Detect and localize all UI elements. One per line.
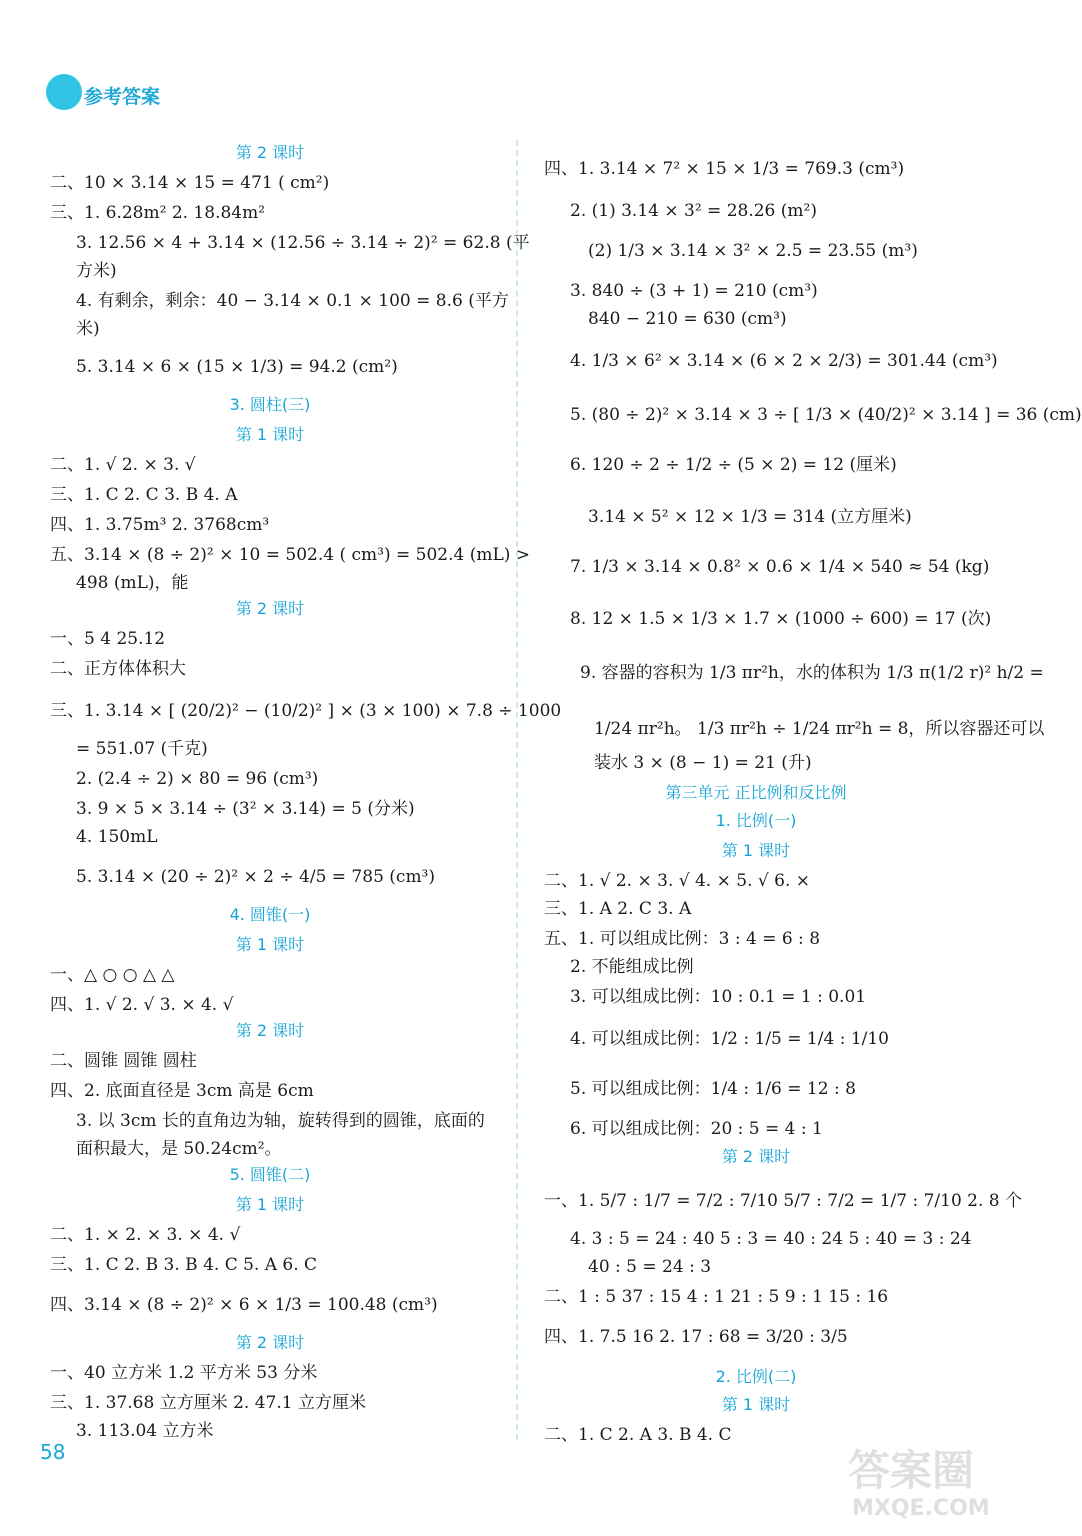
answer-line: 四、1. 3.75m³ 2. 3768cm³ [50, 515, 270, 535]
section-heading: 第 1 课时 [235, 1195, 305, 1214]
page-number: 58 [40, 1440, 66, 1464]
answer-line: 498 (mL)，能 [76, 573, 189, 593]
section-heading: 5. 圆锥(二) [229, 1165, 311, 1184]
answer-line: (2) 1/3 × 3.14 × 3² × 2.5 = 23.55 (m³) [588, 241, 918, 261]
header-badge-icon [46, 74, 82, 110]
answer-line: 2. 不能组成比例 [570, 957, 694, 977]
answer-line: 五、3.14 × (8 ÷ 2)² × 10 = 502.4 ( cm³) = 502.4 (mL) > [50, 545, 531, 565]
answer-line: 3. 113.04 立方米 [76, 1421, 214, 1441]
answer-line: 3.14 × 5² × 12 × 1/3 = 314 (立方厘米) [588, 507, 912, 527]
answer-line: 二、圆锥 圆锥 圆柱 [50, 1051, 197, 1071]
answer-line: 840 − 210 = 630 (cm³) [588, 309, 787, 329]
answer-line: 二、1. √ 2. × 3. √ [50, 455, 196, 475]
section-heading: 4. 圆锥(一) [229, 905, 311, 924]
column-divider [516, 140, 518, 1440]
section-heading: 第 2 课时 [235, 599, 305, 618]
answer-line: 三、1. 37.68 立方厘米 2. 47.1 立方厘米 [50, 1393, 366, 1413]
answer-line: 5. 3.14 × 6 × (15 × 1/3) = 94.2 (cm²) [76, 357, 398, 377]
section-heading: 第 2 课时 [235, 1021, 305, 1040]
section-heading: 2. 比例(二) [715, 1367, 797, 1386]
section-heading: 第 1 课时 [721, 841, 791, 860]
answer-line: 二、10 × 3.14 × 15 = 471 ( cm²) [50, 173, 330, 193]
answer-line: 4. 3 : 5 = 24 : 40 5 : 3 = 40 : 24 5 : 40 = 3 : 24 [570, 1229, 972, 1249]
answer-line: 面积最大，是 50.24cm²。 [76, 1139, 282, 1159]
answer-line: 3. 可以组成比例：10 : 0.1 = 1 : 0.01 [570, 987, 867, 1007]
answer-line: 一、40 立方米 1.2 平方米 53 分米 [50, 1363, 318, 1383]
answer-line: 3. 840 ÷ (3 + 1) = 210 (cm³) [570, 281, 818, 301]
answer-line: 三、1. C 2. C 3. B 4. A [50, 485, 238, 505]
answer-line: 二、1. √ 2. × 3. √ 4. × 5. √ 6. × [544, 871, 810, 891]
answer-line: 4. 1/3 × 6² × 3.14 × (6 × 2 × 2/3) = 301.44 (cm³) [570, 351, 998, 371]
answer-line: 2. (1) 3.14 × 3² = 28.26 (m²) [570, 201, 817, 221]
section-heading: 1. 比例(一) [715, 811, 797, 830]
section-heading: 第 1 课时 [721, 1395, 791, 1414]
answer-line: 二、1. × 2. × 3. × 4. √ [50, 1225, 241, 1245]
answer-line: 方米) [76, 261, 117, 281]
section-heading: 3. 圆柱(三) [229, 395, 311, 414]
answer-line: 四、3.14 × (8 ÷ 2)² × 6 × 1/3 = 100.48 (cm³) [50, 1295, 438, 1315]
section-heading: 第 2 课时 [721, 1147, 791, 1166]
answer-line: 一、5 4 25.12 [50, 629, 166, 649]
answer-line: 米) [76, 319, 100, 339]
answer-line: 6. 可以组成比例：20 : 5 = 4 : 1 [570, 1119, 823, 1139]
answer-line: 4. 可以组成比例：1/2 : 1/5 = 1/4 : 1/10 [570, 1029, 889, 1049]
answer-line: 三、1. C 2. B 3. B 4. C 5. A 6. C [50, 1255, 318, 1275]
section-heading: 第三单元 正比例和反比例 [665, 783, 847, 802]
answer-line: 三、1. A 2. C 3. A [544, 899, 692, 919]
answer-line: 三、1. 3.14 × [ (20/2)² − (10/2)² ] × (3 × 100) × 7.8 ÷ 1000 [50, 701, 562, 721]
answer-line: 3. 9 × 5 × 3.14 ÷ (3² × 3.14) = 5 (分米) [76, 799, 415, 819]
answer-line: 四、1. 7.5 16 2. 17 : 68 = 3/20 : 3/5 [544, 1327, 848, 1347]
watermark-url: MXQE.COM [852, 1496, 990, 1521]
section-heading: 第 1 课时 [235, 425, 305, 444]
watermark-text: 答案圈 [848, 1446, 975, 1495]
answer-line: 五、1. 可以组成比例：3 : 4 = 6 : 8 [544, 929, 821, 949]
answer-line: 7. 1/3 × 3.14 × 0.8² × 0.6 × 1/4 × 540 ≈ 54 (kg) [570, 557, 990, 577]
answer-line: 装水 3 × (8 − 1) = 21 (升) [594, 753, 812, 773]
answer-line: 3. 12.56 × 4 + 3.14 × (12.56 ÷ 3.14 ÷ 2)² = 62.8 (平 [76, 233, 530, 253]
section-heading: 第 2 课时 [235, 143, 305, 162]
watermark [840, 1430, 1010, 1530]
answer-line: 四、1. √ 2. √ 3. × 4. √ [50, 995, 234, 1015]
answer-line: 8. 12 × 1.5 × 1/3 × 1.7 × (1000 ÷ 600) = 17 (次) [570, 609, 992, 629]
section-heading: 第 1 课时 [235, 935, 305, 954]
answer-line: 4. 150mL [76, 827, 158, 847]
answer-line: 5. 3.14 × (20 ÷ 2)² × 2 ÷ 4/5 = 785 (cm³) [76, 867, 436, 887]
answer-line: 三、1. 6.28m² 2. 18.84m² [50, 203, 266, 223]
section-heading: 第 2 课时 [235, 1333, 305, 1352]
answer-line: 一、1. 5/7 : 1/7 = 7/2 : 7/10 5/7 : 7/2 = 1/7 : 7/10 2. 8 个 [544, 1191, 1023, 1211]
answer-line: 5. (80 ÷ 2)² × 3.14 × 3 ÷ [ 1/3 × (40/2)² × 3.14 ] = 36 (cm) [570, 405, 1082, 425]
answer-line: 四、2. 底面直径是 3cm 高是 6cm [50, 1081, 314, 1101]
header-title: 参考答案 [84, 86, 161, 108]
answer-line: 二、正方体体积大 [50, 659, 186, 679]
answer-line: 5. 可以组成比例：1/4 : 1/6 = 12 : 8 [570, 1079, 856, 1099]
answer-line: 1/24 πr²h。 1/3 πr²h ÷ 1/24 πr²h = 8，所以容器还可以 [594, 719, 1045, 739]
answer-line: 二、1. C 2. A 3. B 4. C [544, 1425, 732, 1445]
answer-line: 4. 有剩余，剩余：40 − 3.14 × 0.1 × 100 = 8.6 (平方 [76, 291, 509, 311]
answer-line: 3. 以 3cm 长的直角边为轴，旋转得到的圆锥，底面的 [76, 1111, 485, 1131]
answer-line: 二、1 : 5 37 : 15 4 : 1 21 : 5 9 : 1 15 : 16 [544, 1287, 889, 1307]
answer-line: 2. (2.4 ÷ 2) × 80 = 96 (cm³) [76, 769, 319, 789]
answer-line: 40 : 5 = 24 : 3 [588, 1257, 712, 1277]
answer-line: = 551.07 (千克) [76, 739, 208, 759]
answer-line: 一、△ ○ ○ △ △ [50, 965, 175, 985]
answer-line: 四、1. 3.14 × 7² × 15 × 1/3 = 769.3 (cm³) [544, 159, 905, 179]
answer-line: 9. 容器的容积为 1/3 πr²h，水的体积为 1/3 π(1/2 r)² h/2 = [580, 663, 1044, 683]
answer-line: 6. 120 ÷ 2 ÷ 1/2 ÷ (5 × 2) = 12 (厘米) [570, 455, 897, 475]
